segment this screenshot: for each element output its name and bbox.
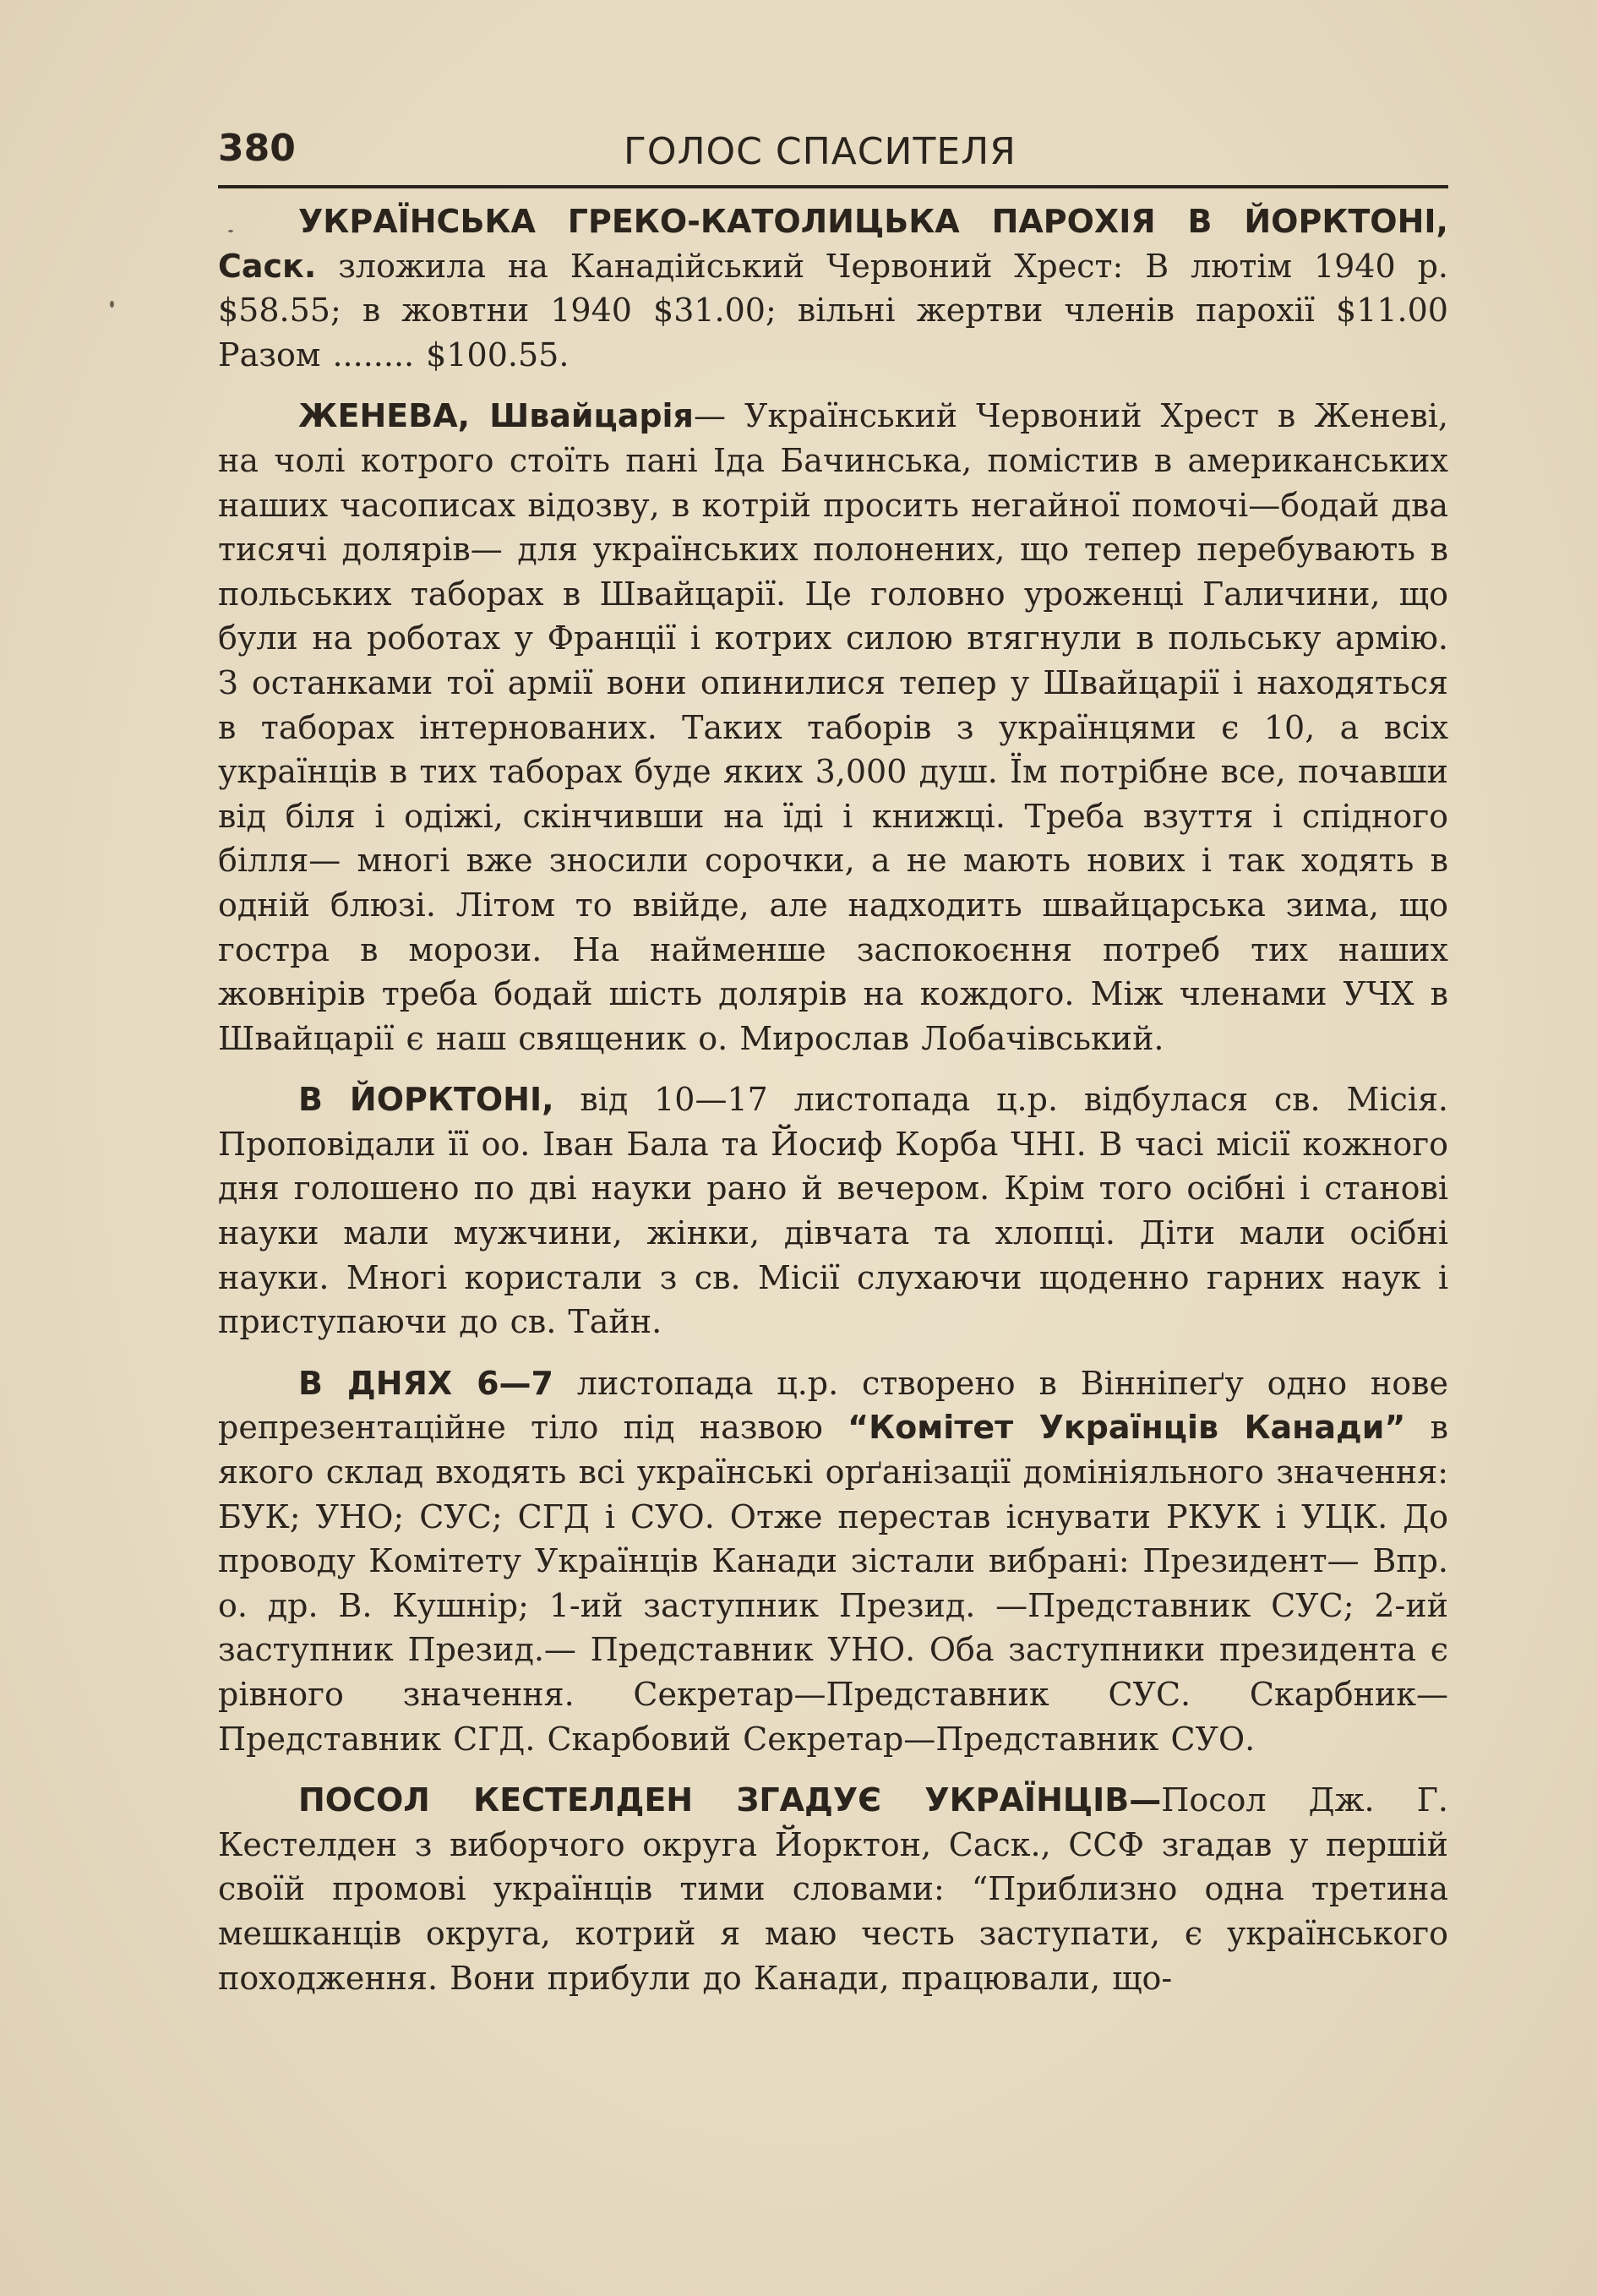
article-yorkton-mission bbox=[218, 1077, 1448, 1344]
article-geneva bbox=[218, 394, 1448, 1061]
committee-name: “Комітет Українців Канади” bbox=[848, 1409, 1406, 1447]
article-heading: В ДНЯХ 6—7 bbox=[298, 1364, 553, 1402]
article-text-after: в якого склад входять всі українські орґанізації домініяльного значення: БУК; УНО; СУС; СГД і СУО. Отже перестав існувати РКУК і УЦК. До проводу Комітету Українців Канади зістали вибрані: Президент— Впр. о. др. В. Кушнір; 1-ий заступник Презид. —Представник СУС; 2-ий заступник Презид.— Представник УНО. Оба заступники президента є рівного значення. Секретар—Представник СУС. Скарбник—Представник СГД. Скарбовий Секретар—Представник СУО. bbox=[218, 1409, 1449, 1758]
article-column bbox=[218, 199, 1448, 2017]
article-text-before: листопада ц.р. створено в Вінніпеґу одно нове репрезентаційне тіло під назвою bbox=[218, 1364, 1448, 1447]
article-heading: ЖЕНЕВА, Швайцарія bbox=[298, 397, 694, 435]
header-rule bbox=[218, 185, 1448, 188]
article-heading: ПОСОЛ КЕСТЕЛДЕН ЗГАДУЄ УКРАЇНЦІВ— bbox=[298, 1781, 1162, 1819]
article-heading: В ЙОРКТОНІ, bbox=[298, 1081, 554, 1119]
article-text: зложила на Канадійський Червоний Хрест: В лютім 1940 р. $58.55; в жовтни 1940 $31.00; вільні жертви членів парохії $11.00 Разом ........ $100.55. bbox=[218, 247, 1448, 374]
page-header bbox=[218, 127, 1447, 186]
article-text: — Український Червоний Хрест в Женеві, на чолі котрого стоїть пані Іда Бачинська, помістив в американських наших часописах відозву, в котрій просить негайної помочі—бодай два тисячі долярів— для українських полонених, що тепер перебувають в польських таборах в Швайцарії. Це головно уроженці Галичини, що були на роботах у Франції і котрих силою втягнули в польську армію. З останками тої армії вони опинилися тепер у Швайцарії і находяться в таборах інтернованих. Таких таборів з українцями є 10, а всіх українців в тих таборах буде яких 3,000 душ. Їм потрібне все, почавши від біля і одіжі, скінчивши на їді і книжці. Треба взуття і спідного білля— многі вже зносили сорочки, а не мають нових і так ходять в одній блюзі. Літом то ввійде, але надходить швайцарська зима, що гостра в морози. На найменше заспокоєння потреб тих наших жовнірів треба бодай шість долярів на кождого. Між членами УЧХ в Швайцарії є наш священик о. Мирослав Лобачівський. bbox=[218, 397, 1448, 1057]
running-title: ГОЛОС СПАСИТЕЛЯ bbox=[624, 130, 1017, 173]
paper-fleck bbox=[110, 301, 114, 308]
article-yorkton-parish bbox=[218, 199, 1448, 377]
article-castleden bbox=[218, 1778, 1448, 2000]
article-text: Посол Дж. Г. Кестелден з виборчого округа Йорктон, Саск., ССФ згадав у першій своїй промові українців тими словами: “Приблизно одна третина мешканців округа, котрий я маю честь заступати, є українського походження. Вони прибули до Канади, працювали, що- bbox=[218, 1781, 1448, 1997]
page-number: 380 bbox=[218, 127, 296, 170]
article-committee bbox=[218, 1361, 1448, 1761]
paper-fleck bbox=[228, 230, 233, 232]
article-text: від 10—17 листопада ц.р. відбулася св. Місія. Проповідали її оо. Іван Бала та Йосиф Корба ЧНІ. В часі місії кожного дня голошено по дві науки рано й вечером. Крім того осібні і станові науки мали мужчини, жінки, дівчата та хлопці. Діти мали осібні науки. Многі користали з св. Місії слухаючи щоденно гарних наук і приступаючи до св. Тайн. bbox=[218, 1081, 1448, 1341]
article-heading: УКРАЇНСЬКА ГРЕКО-КАТОЛИЦЬКА ПАРОХІЯ В ЙОРКТОНІ, Саск. bbox=[218, 203, 1448, 285]
